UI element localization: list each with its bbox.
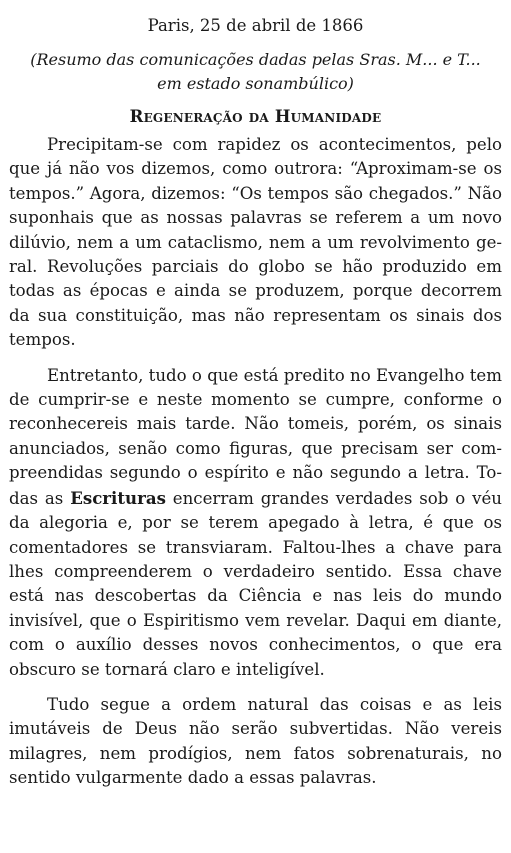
paragraph-2-emphasis: Escrituras <box>70 487 166 508</box>
paragraph-1: Precipitam-se com rapidez os acontecimentos, pelo que já não vos dizemos, como outrora: “Aproximam-se os tempos.” Agora, dizemos: “Os tempos são chegados.” Não suponhais que as nossas palavras se referem a um novo dilúvio, nem a um cataclismo, nem a um revolvimento geral. Revoluções parciais do globo se hão produzido em todas as épocas e ainda se produzem, porque decorrem da sua constituição, mas não representam os sinais dos tempos. <box>9 135 502 350</box>
subtitle <box>9 48 502 96</box>
paragraph-2-text-before: Entretanto, tudo o que está predito no Evangelho tem de cumprir-se e neste momento se cumpre, conforme o reconhecereis mais tarde. Não tomeis, porém, os sinais anunciados, senão como figuras, que precisam ser compreendidas segundo o espírito e não segundo a letra. Todas as <box>9 365 502 508</box>
date-line: Paris, 25 de abril de 1866 <box>147 16 364 35</box>
paragraph-2-text-after: encerram grandes verdades sob o véu da alegoria e, por se terem apegado à letra, é que os comentadores se transviaram. Faltou-lhes a chave para lhes compreenderem o verdadeiro sentido. Essa chave está nas descobertas da Ciência e nas leis do mundo invisível, que o Espiritismo vem revelar. Daqui em diante, com o auxílio desses novos conhecimentos, o que era obscuro se tornará claro e inteligível. <box>9 488 502 679</box>
subtitle-line-2: em estado sonambúlico) <box>157 74 354 93</box>
paragraph-3: Tudo segue a ordem natural das coisas e as leis imutáveis de Deus não serão subvertidas. Não vereis milagres, nem prodígios, nem fatos sobrenaturais, no sentido vulgarmente dado a essas palavras. <box>9 694 502 788</box>
section-title: Regeneração da Humanidade <box>129 107 382 126</box>
subtitle-line-1: (Resumo das comunicações dadas pelas Sras. M... e T... <box>30 50 481 69</box>
paragraph-2 <box>9 364 502 682</box>
